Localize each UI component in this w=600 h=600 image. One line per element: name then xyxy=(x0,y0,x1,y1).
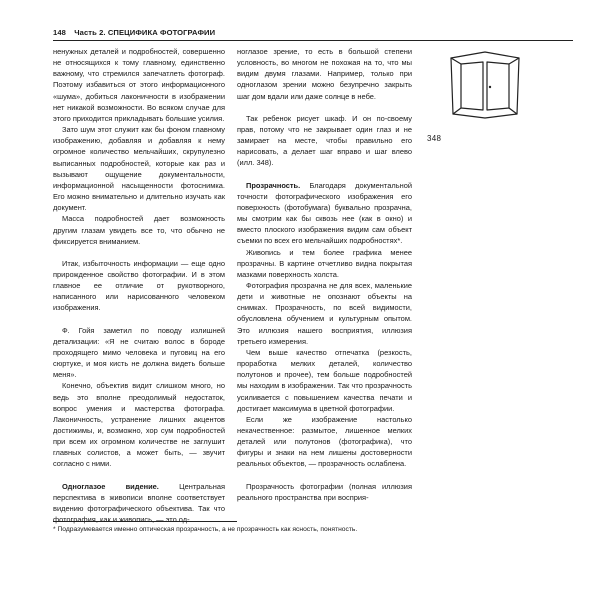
footnote: * Подразумевается именно оптическая прозрачность, а не прозрачность как ясность, понятность. xyxy=(53,526,358,533)
paragraph: Прозрачность. Благодаря документальной точности фотографического изображения его поверхность (фотобумага) буквально прозрачна, мы смотрим как бы сквозь нее (как в окно) и вместо плоского изображения видим сам объект съемки по всех его мельчайших подробностях*. xyxy=(237,180,412,246)
chapter-title: Часть 2. СПЕЦИФИКА ФОТОГРАФИИ xyxy=(74,28,216,37)
paragraph: ноглазое зрение, то есть в большой степени условность, во многом не похожая на то, что мы видим двумя глазами. Например, только при одноглазом зрении можно безупречно закрыть шаг дом вдали или даже солнце в небе. xyxy=(237,47,412,101)
door-knob xyxy=(489,86,491,88)
paragraph: ненужных деталей и подробностей, совершенно не относящихся к тому главному, единственно важному, что стремился запечатлеть фотограф. Поэтому избавиться от этого информационного «шума», добиться лаконичности в изображении нет никакой возможности. Во всяком случае для этого приходится прикладывать большие усилия. xyxy=(53,47,225,123)
running-head xyxy=(53,28,215,37)
left-column xyxy=(53,46,225,525)
section-heading: Одноглазое видение. xyxy=(62,481,159,491)
figure-number: 348 xyxy=(427,134,442,143)
wardrobe-drawing-figure xyxy=(447,50,523,120)
paragraph: Зато шум этот служит как бы фоном главному изображению, добавляя и добавляя к нему огромное количество мельчайших, скрупулезно выписанных подробностей, которые как раз и вызывают ощущение документальности, информационной насыщенности фотоснимка. Его можно внимательно и длительно изучать как документ. xyxy=(53,125,225,213)
paragraph: Конечно, объектив видит слишком много, но ведь это вполне преодолимый недостаток, вопрос умения и мастерства фотографа. Лаконичность, устранение лишних акцентов достижимы, и, возможно, хор сум подробностей при всем их огромном количестве не заглушит главных солистов, а может быть, — звучит согласно с ними. xyxy=(53,381,225,469)
paragraph: Итак, избыточность информации — еще одно прирожденное свойство фотографии. И в этом главное ее отличие от рукотворного, написанного или нарисованного человеком изображения. xyxy=(53,258,225,313)
paragraph: Одноглазое видение. Центральная перспектива в живописи вполне соответствует видению фотографического объектива. Так что фотография, как и живопись, — это од- xyxy=(53,481,225,525)
left-door xyxy=(461,62,483,110)
paragraph: Прозрачность фотографии (полная иллюзия реального пространства при восприя- xyxy=(237,481,412,502)
paragraph: Живопись и тем более графика менее прозрачны. В картине отчетливо видна покрытая мазками поверхность холста. xyxy=(237,247,412,279)
paragraph: Ф. Гойя заметил по поводу излишней детализации: «Я не считаю волос в бороде проходящего мимо человека и пуговиц на его сюртуке, и моя кисть не должна видеть больше меня». xyxy=(53,325,225,380)
paragraph: Масса подробностей дает возможность другим глазам увидеть все то, что обычно не фиксируется вниманием. xyxy=(53,214,225,246)
edge-line xyxy=(509,58,519,64)
page-number: 148 xyxy=(53,28,66,37)
edge-line xyxy=(451,58,461,64)
paragraph: Фотография прозрачна не для всех, маленькие дети и животные не опознают объекты на снимках. Прозрачность, по всей видимости, обусловлена обучением и культурным опытом. Это иллюзия нашего восприятия, иллюзия третьего измерения. xyxy=(237,280,412,346)
middle-column xyxy=(237,46,412,503)
paragraph: Если же изображение настолько некачественное: размытое, лишенное мелких деталей или полутонов (фотографика), что фигуры и знаки на нем лишены достоверности реальных объектов, — прозрачность ослаблена. xyxy=(237,414,412,469)
paragraph: Чем выше качество отпечатка (резкость, проработка мелких деталей, количество полутонов и прочее), тем больше подробностей мы находим в изображении. Так что прозрачность усиливается с повышением качества печати и достигает максимума в цветной фотографии. xyxy=(237,347,412,413)
edge-line xyxy=(453,108,461,114)
edge-line xyxy=(509,108,517,114)
header-rule xyxy=(53,40,573,41)
wardrobe-drawing-icon xyxy=(447,50,523,120)
footnote-rule xyxy=(53,521,237,522)
section-heading: Прозрачность. xyxy=(246,180,301,190)
paragraph: Так ребенок рисует шкаф. И он по-своему прав, потому что не закрывает один глаз и не замирает на месте, чтобы правильно его нарисовать, а делает шаг вправо и шаг влево (илл. 348). xyxy=(237,113,412,168)
